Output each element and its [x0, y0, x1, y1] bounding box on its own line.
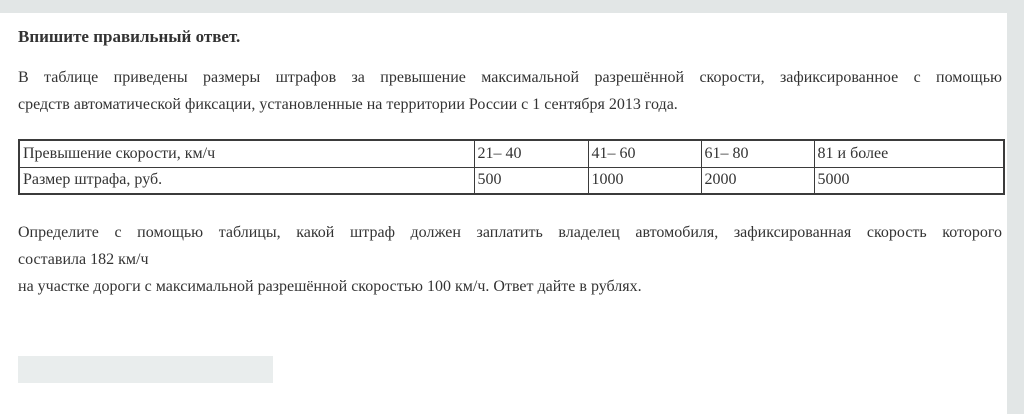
table-cell-speed-range-2: 41– 60 — [588, 140, 701, 167]
question-paragraph-line-1: Определите с помощью таблицы, какой штраф должен заплатить владелец автомобиля, зафиксированная скорость которого — [18, 224, 1002, 241]
task-heading: Впишите правильный ответ. — [18, 27, 241, 46]
task-content — [0, 13, 1007, 414]
question-paragraph-line-3: на участке дороги с максимальной разрешённой скоростью 100 км/ч. Ответ дайте в рублях. — [18, 278, 642, 295]
question-paragraph-line-2: составила 182 км/ч — [18, 251, 149, 268]
table-cell-fine-1: 500 — [474, 167, 588, 194]
answer-input[interactable] — [18, 356, 273, 383]
table-cell-fine-2: 1000 — [588, 167, 701, 194]
right-gutter-strip — [1007, 0, 1024, 414]
intro-paragraph-line-1: В таблице приведены размеры штрафов за превышение максимальной разрешённой скорости, зафиксированное с помощью — [18, 69, 1002, 86]
table-cell-speed-range-3: 61– 80 — [701, 140, 814, 167]
table-cell-speed-label: Превышение скорости, км/ч — [19, 140, 474, 167]
fines-table — [18, 139, 1005, 195]
fines-table-row-fine — [19, 167, 1004, 194]
table-cell-fine-3: 2000 — [701, 167, 814, 194]
table-cell-speed-range-4: 81 и более — [814, 140, 1004, 167]
fines-table-row-speed — [19, 140, 1004, 167]
table-cell-speed-range-1: 21– 40 — [474, 140, 588, 167]
intro-paragraph-line-2: средств автоматической фиксации, установленные на территории России с 1 сентября 2013 года. — [18, 96, 678, 113]
table-cell-fine-4: 5000 — [814, 167, 1004, 194]
intro-paragraph — [18, 64, 1002, 118]
question-paragraph — [18, 219, 1002, 300]
table-cell-fine-label: Размер штрафа, руб. — [19, 167, 474, 194]
top-strip — [0, 0, 1024, 13]
